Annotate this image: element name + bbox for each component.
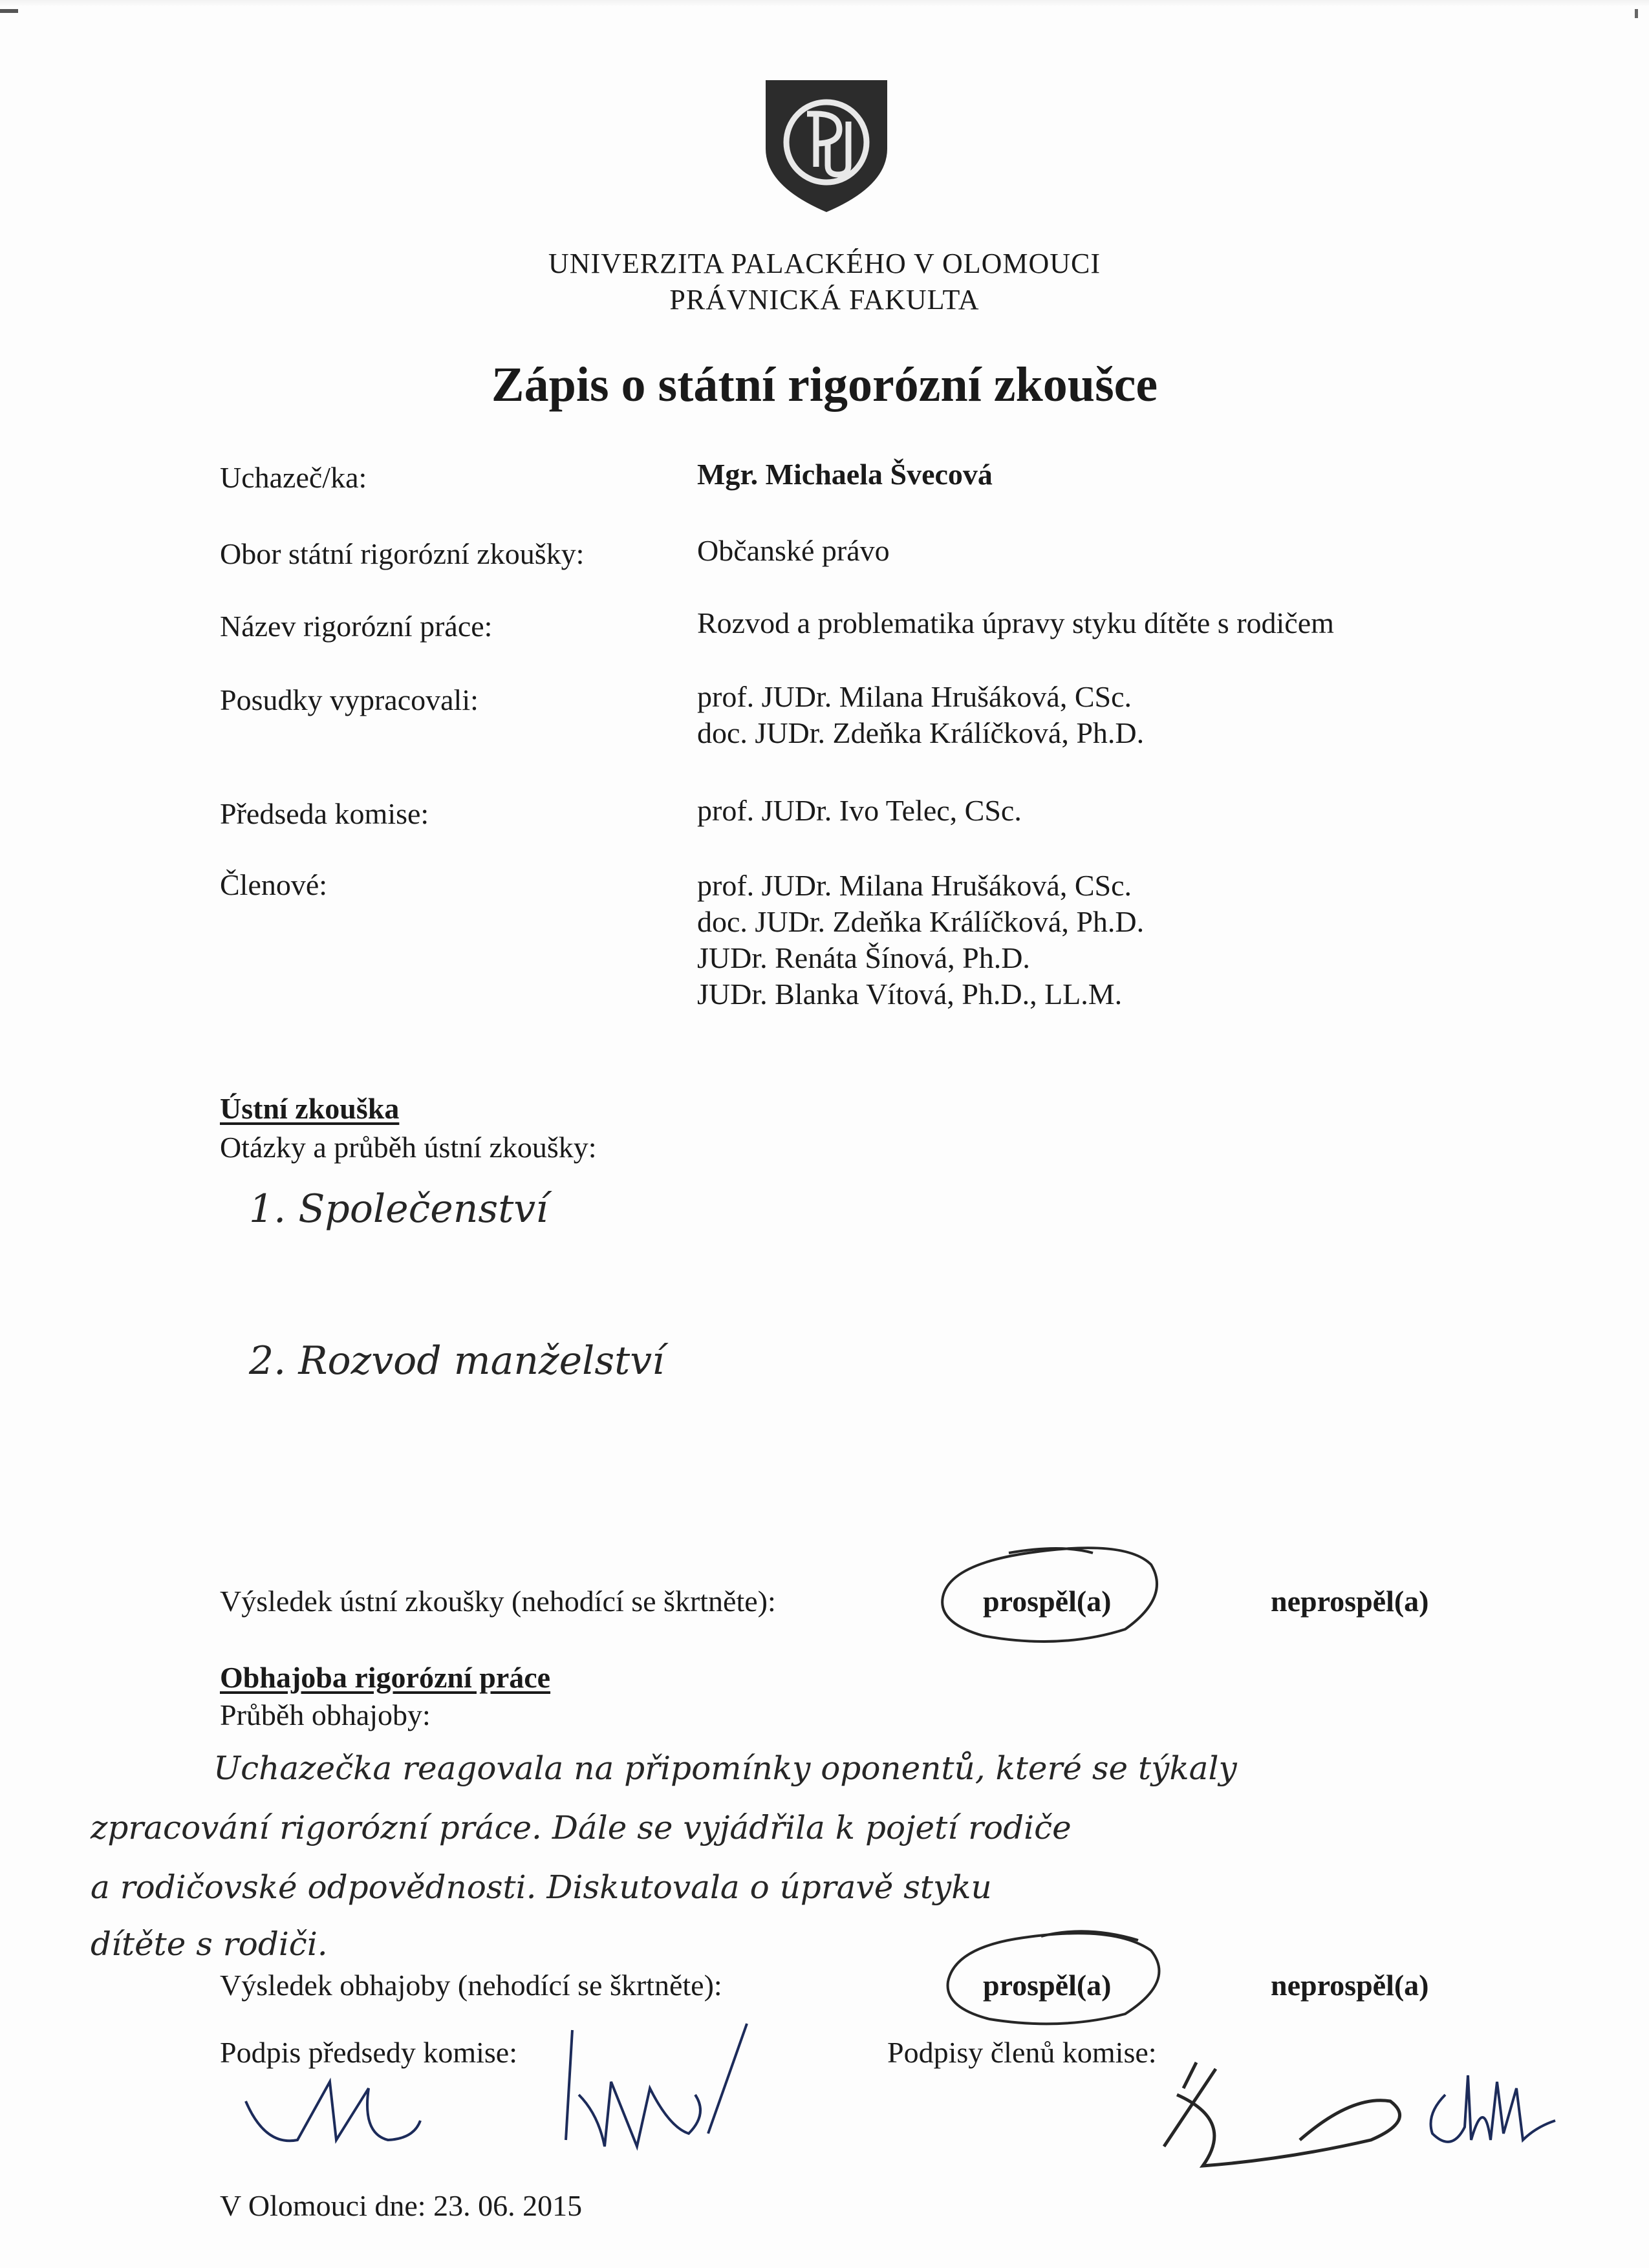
- value-line: JUDr. Blanka Vítová, Ph.D., LL.M.: [697, 978, 1123, 1011]
- value-line: Rozvod a problematika úpravy styku dítěte s rodičem: [697, 606, 1334, 639]
- document-title: Zápis o státní rigorózní zkoušce: [491, 358, 1158, 412]
- member-signature-mark-1: [546, 2017, 760, 2166]
- field-label-members: Členové:: [220, 868, 328, 901]
- value-line: Mgr. Michaela Švecová: [697, 458, 993, 491]
- value-line: doc. JUDr. Zdeňka Králíčková, Ph.D.: [697, 716, 1145, 749]
- members-signature-label: Podpisy členů komise:: [887, 2036, 1157, 2069]
- oral-pass-circle-mark: [931, 1539, 1177, 1652]
- value-line: Občanské právo: [697, 534, 890, 567]
- oral-option-pass: prospěl(a): [983, 1585, 1112, 1618]
- scan-edge: [0, 0, 1649, 6]
- value-line: prof. JUDr. Milana Hrušáková, CSc.: [697, 680, 1132, 713]
- defense-option-fail: neprospěl(a): [1271, 1969, 1429, 2002]
- handwritten-defense-line-3: a rodičovské odpovědnosti. Diskutovala o úpravě styku: [91, 1868, 992, 1906]
- field-value-members: [697, 868, 1144, 1012]
- handwritten-defense-line-2: zpracování rigorózní práce. Dále se vyjádřila k pojetí rodiče: [91, 1809, 1072, 1846]
- handwritten-defense-line-1: Uchazečka reagovala na připomínky oponentů, které se týkaly: [213, 1749, 1237, 1787]
- field-label-thesis-title: Název rigorózní práce:: [220, 610, 493, 643]
- handwritten-defense-line-4: dítěte s rodiči.: [91, 1925, 328, 1963]
- oral-result-label: Výsledek ústní zkoušky (nehodící se škrtněte):: [220, 1585, 776, 1618]
- oral-exam-heading: Ústní zkouška: [220, 1092, 400, 1125]
- chair-signature-mark: [239, 2062, 433, 2159]
- field-value-reviewers: [697, 679, 1144, 751]
- chair-signature-label: Podpis předsedy komise:: [220, 2036, 517, 2069]
- university-name: UNIVERZITA PALACKÉHO V OLOMOUCI: [548, 248, 1101, 279]
- field-label-candidate: Uchazeč/ka:: [220, 461, 367, 494]
- defense-subheading: Průběh obhajoby:: [220, 1698, 431, 1731]
- field-value-chair: [697, 793, 1022, 829]
- defense-pass-circle-mark: [931, 1917, 1177, 2033]
- handwritten-question-2: 2. Rozvod manželství: [249, 1338, 665, 1384]
- member-signature-mark-3: [1413, 2056, 1581, 2153]
- field-label-reviewers: Posudky vypracovali:: [220, 683, 479, 716]
- place-and-date: V Olomouci dne: 23. 06. 2015: [220, 2189, 583, 2222]
- member-signature-mark-2: [1158, 2049, 1429, 2172]
- field-label-chair: Předseda komise:: [220, 797, 429, 830]
- value-line: prof. JUDr. Ivo Telec, CSc.: [697, 794, 1022, 827]
- value-line: prof. JUDr. Milana Hrušáková, CSc.: [697, 869, 1132, 902]
- field-value-thesis-title: [697, 605, 1334, 641]
- handwritten-question-1: 1. Společenství: [249, 1186, 548, 1232]
- defense-result-label: Výsledek obhajoby (nehodící se škrtněte):: [220, 1969, 722, 2002]
- value-line: doc. JUDr. Zdeňka Králíčková, Ph.D.: [697, 905, 1145, 938]
- defense-option-pass: prospěl(a): [983, 1969, 1112, 2002]
- value-line: JUDr. Renáta Šínová, Ph.D.: [697, 941, 1030, 974]
- defense-heading: Obhajoba rigorózní práce: [220, 1661, 551, 1694]
- oral-option-fail: neprospěl(a): [1271, 1585, 1429, 1618]
- scan-mark: [0, 9, 18, 13]
- faculty-name: PRÁVNICKÁ FAKULTA: [669, 284, 980, 316]
- field-value-field-of-study: [697, 533, 890, 569]
- university-logo-icon: [762, 76, 891, 215]
- oral-exam-subheading: Otázky a průběh ústní zkoušky:: [220, 1131, 597, 1164]
- field-label-field-of-study: Obor státní rigorózní zkoušky:: [220, 537, 585, 570]
- scan-mark-right: [1635, 9, 1638, 18]
- field-value-candidate: [697, 456, 993, 493]
